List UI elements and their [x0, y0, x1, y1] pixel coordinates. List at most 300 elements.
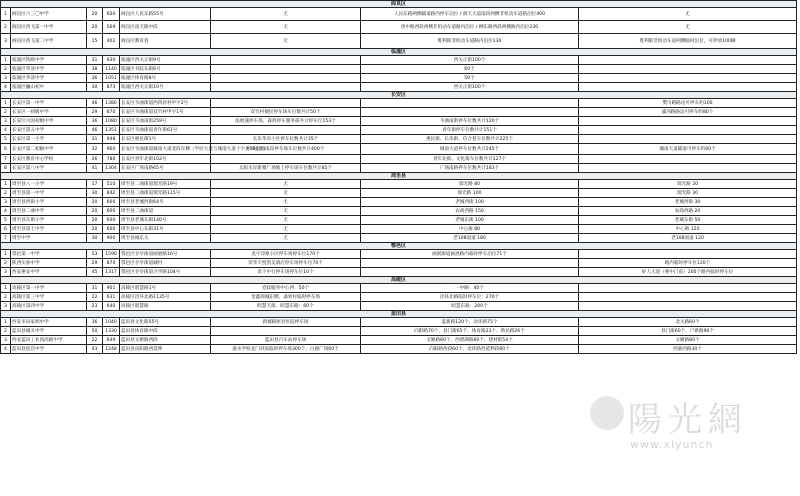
cell-p2: 农商西路 150 — [361, 207, 579, 216]
cell-p1: 龙宇印象小区停车场停车位170个 — [211, 250, 361, 259]
table-row — [1, 155, 797, 164]
cell-no: 7 — [1, 155, 11, 164]
cell-p1: 金鑫商城东侧、桑果村临时停车场 — [211, 293, 361, 302]
cell-addr: 蓝田县向阳路西延伸 — [120, 345, 211, 354]
cell-school: 西安惠安中学 — [11, 268, 87, 277]
cell-a: 41 — [87, 164, 103, 173]
table-row — [1, 180, 797, 189]
cell-b: 600 — [103, 216, 120, 225]
table-row — [1, 259, 797, 268]
cell-b: 510 — [103, 180, 120, 189]
cell-p1: 无 — [211, 180, 361, 189]
cell-p3 — [579, 284, 797, 293]
cell-school: 周至县二曲中学 — [11, 207, 87, 216]
cell-p3: 瑞光路 30 — [579, 189, 797, 198]
cell-no: 3 — [1, 198, 11, 207]
cell-addr: 高陵区泾环北路1135号 — [120, 293, 211, 302]
cell-addr: 临潼区西关正街9号 — [120, 56, 211, 65]
cell-p1: 滋水学校北门对面临时停车场300个、白鹿广场60个 — [211, 345, 361, 354]
cell-p3: 路内临时停车位120个 — [579, 259, 797, 268]
table-row — [1, 345, 797, 354]
cell-p3 — [579, 135, 797, 144]
table-row — [1, 21, 797, 34]
cell-no: 1 — [1, 56, 11, 65]
cell-school: 西安蓝田工业园高级中学 — [11, 336, 87, 345]
cell-school: 阎良区西飞第二中学 — [11, 34, 87, 49]
cell-p3: 城南大道辅道可停车约60个 — [579, 144, 797, 155]
cell-school: 鄠邑第一中学 — [11, 250, 87, 259]
cell-school: 西安市田家炳中学 — [11, 318, 87, 327]
cell-addr: 阎良区人民东路55号 — [120, 8, 211, 21]
cell-a: 38 — [87, 65, 103, 74]
cell-p3 — [579, 117, 797, 126]
table-row — [1, 234, 797, 243]
table-row — [1, 207, 797, 216]
cell-p1: 党政服务中心西：50个 — [211, 284, 361, 293]
cell-no: 5 — [1, 216, 11, 225]
cell-addr: 鄠邑区甘亭街道城村 — [120, 259, 211, 268]
cell-addr: 长安区韦曲街道城南大道北段东侧（学府大道与城南大道十字北100米） — [120, 144, 211, 155]
cell-p2: 瑞光路 80 — [361, 180, 579, 189]
table-row — [1, 164, 797, 173]
table-row — [1, 293, 797, 302]
cell-b: 1248 — [103, 345, 120, 354]
cell-addr: 鄠邑区甘亭街道画展路16号 — [120, 250, 211, 259]
cell-a: 26 — [87, 155, 103, 164]
cell-b: 960 — [103, 144, 120, 155]
cell-p1 — [211, 65, 361, 74]
cell-school: 长安区教育中心学校 — [11, 155, 87, 164]
cell-no: 6 — [1, 225, 11, 234]
cell-no: 7 — [1, 234, 11, 243]
cell-p3: 瑞光路 20 — [579, 180, 797, 189]
cell-p3: 老城东街 50 — [579, 216, 797, 225]
cell-school: 高陵区第三中学 — [11, 293, 87, 302]
cell-no: 3 — [1, 117, 11, 126]
district-name: 高陵区 — [1, 277, 797, 284]
cell-b: 842 — [103, 189, 120, 198]
cell-p1: 无 — [211, 189, 361, 198]
cell-a: 29 — [87, 108, 103, 117]
cell-school: 长安区第五中学 — [11, 126, 87, 135]
cell-p3: 樊川路路边可停车约100 — [579, 99, 797, 108]
cell-school: 周至县东街小学 — [11, 216, 87, 225]
cell-p1: 中央公园南段停车场车位数共计400个 — [211, 144, 361, 155]
cell-school: 陕西实验中学 — [11, 259, 87, 268]
cell-p3 — [579, 302, 797, 311]
cell-p1 — [211, 327, 361, 336]
cell-no: 3 — [1, 268, 11, 277]
cell-addr: 长安区韦曲街道双竹村甲字1号 — [120, 108, 211, 117]
cell-no: 8 — [1, 164, 11, 173]
cell-a: 30 — [87, 83, 103, 92]
cell-no: 3 — [1, 74, 11, 83]
cell-p3: 老城西街 30 — [579, 198, 797, 207]
district-name: 长安区 — [1, 92, 797, 99]
cell-p1: 昭慧天街、昭慧东路：60个 — [211, 302, 361, 311]
cell-a: 20 — [87, 198, 103, 207]
cell-p2 — [361, 99, 579, 108]
cell-p2: 文姬路80个、西泄湖路60个、建材街54个 — [361, 336, 579, 345]
cell-b: 402 — [103, 34, 120, 49]
cell-a: 15 — [87, 34, 103, 49]
cell-p3: 西寨西路30个 — [579, 345, 797, 354]
cell-p2: 人民东路两侧辅道路内停车泊位 / 润天大道南段两侧非机动车道路泊位400 — [361, 8, 579, 21]
cell-p2: 画展街道画展路内临时停车泊位71个 — [361, 250, 579, 259]
cell-a: 20 — [87, 8, 103, 21]
cell-a: 17 — [87, 180, 103, 189]
cell-p1: 余下中行停车场停车位10个 — [211, 268, 361, 277]
cell-no: 1 — [1, 250, 11, 259]
cell-no: 4 — [1, 207, 11, 216]
cell-a: 31 — [87, 56, 103, 65]
cell-b: 1317 — [103, 268, 120, 277]
cell-p2: 广场南路停车位数共计183个 — [361, 164, 579, 173]
cell-p1: 无 — [211, 198, 361, 207]
table-row — [1, 99, 797, 108]
cell-a: 36 — [87, 74, 103, 83]
cell-no: 4 — [1, 126, 11, 135]
district-header-row — [1, 311, 797, 318]
cell-b: 948 — [103, 135, 120, 144]
cell-school: 高陵区第四中学 — [11, 302, 87, 311]
cell-p3: 县门街60个、户新路90个 — [579, 327, 797, 336]
cell-addr: 阎良区教育巷 — [120, 34, 211, 49]
cell-addr: 周至县老城西街64号 — [120, 198, 211, 207]
watermark — [590, 392, 790, 452]
cell-p1 — [211, 83, 361, 92]
cell-no: 2 — [1, 21, 11, 34]
cell-a: 20 — [87, 207, 103, 216]
cell-p2 — [361, 268, 579, 277]
table-row — [1, 318, 797, 327]
cell-p2: 泾环北路临时停车位：270个 — [361, 293, 579, 302]
cell-school: 临潼区铁路中学 — [11, 56, 87, 65]
cell-p3 — [579, 293, 797, 302]
cell-b: 900 — [103, 234, 120, 243]
cell-b: 1330 — [103, 327, 120, 336]
table-row — [1, 225, 797, 234]
cell-b: 1040 — [103, 318, 120, 327]
cell-addr: 蓝田县体育路中段 — [120, 327, 211, 336]
cell-b: 780 — [103, 155, 120, 164]
cell-p3 — [579, 83, 797, 92]
cell-a: 20 — [87, 216, 103, 225]
table-row — [1, 284, 797, 293]
cell-p1: 新城路原县医院停车场 — [211, 318, 361, 327]
cell-no: 1 — [1, 99, 11, 108]
cell-p2: 城南大道停车位数共计245个 — [361, 144, 579, 155]
cell-a: 22 — [87, 293, 103, 302]
cell-p1: 长乐华府小区停车位数共计35个 — [211, 135, 361, 144]
cell-addr: 长安区韦曲街道西四府村甲字2号 — [120, 99, 211, 108]
cell-p2: 一中路：40个 — [361, 284, 579, 293]
cell-addr: 周至县老城东街140号 — [120, 216, 211, 225]
table-row — [1, 65, 797, 74]
cell-p1: 无 — [211, 216, 361, 225]
cell-b: 1351 — [103, 126, 120, 135]
cell-b: 640 — [103, 302, 120, 311]
cell-p2: 向阳路70个、县门街65个、体育路23个、新民路26个 — [361, 327, 579, 336]
cell-p2: 惠民街、长乐街、信合巷车位数共计225个 — [361, 135, 579, 144]
cell-a: 46 — [87, 126, 103, 135]
cell-p3 — [579, 164, 797, 173]
cell-addr: 临潼区西关正街10号 — [120, 83, 211, 92]
cell-p2 — [361, 108, 579, 117]
district-name: 鄠邑区 — [1, 243, 797, 250]
cell-p3 — [579, 250, 797, 259]
cell-school: 周至中学 — [11, 234, 87, 243]
cell-b: 1080 — [103, 117, 120, 126]
cell-p2: 瑞光路 100 — [361, 189, 579, 198]
cell-b: 600 — [103, 225, 120, 234]
cell-p3 — [579, 155, 797, 164]
cell-b: 870 — [103, 259, 120, 268]
cell-addr: 长安区广场南路65号 — [120, 164, 211, 173]
cell-p2: 西关正街100个 — [361, 56, 579, 65]
cell-b: 1304 — [103, 164, 120, 173]
cell-addr: 周至县二曲街道 — [120, 207, 211, 216]
cell-b: 930 — [103, 56, 120, 65]
cell-no: 1 — [1, 180, 11, 189]
district-header-row — [1, 92, 797, 99]
cell-no: 1 — [1, 8, 11, 21]
cell-p1: 泓展速停车场、森鸿停车服务部共计停车位153个 — [211, 117, 361, 126]
cell-p1 — [211, 74, 361, 83]
cell-addr: 长安区韦曲街道青年街61号 — [120, 126, 211, 135]
cell-no: 3 — [1, 302, 11, 311]
cell-p2: 蓝新路120个、北环路75个 — [361, 318, 579, 327]
watermark-brand: 陽光網 — [628, 400, 748, 440]
cell-p1 — [211, 99, 361, 108]
cell-a: 43 — [87, 345, 103, 354]
cell-a: 31 — [87, 135, 103, 144]
cell-a: 36 — [87, 318, 103, 327]
district-header-row — [1, 173, 797, 180]
cell-a: 30 — [87, 189, 103, 198]
cell-school: 蓝田县焦岱中学 — [11, 345, 87, 354]
cell-a: 20 — [87, 225, 103, 234]
cell-addr: 长安区惠民街1号 — [120, 135, 211, 144]
district-header-row — [1, 277, 797, 284]
table-row — [1, 144, 797, 155]
cell-b: 901 — [103, 284, 120, 293]
cell-p2: 老城西街 100 — [361, 198, 579, 207]
cell-school: 长安区第八中学 — [11, 164, 87, 173]
table-row — [1, 34, 797, 49]
cell-p2 — [361, 259, 579, 268]
cell-p1: 无 — [211, 8, 361, 21]
cell-addr: 长安区青年北街102号 — [120, 155, 211, 164]
cell-p3: 好人大道（惠中门前）200个路内临时停车位 — [579, 268, 797, 277]
cell-school: 阎良区西飞第一中学 — [11, 21, 87, 34]
cell-p2: 50个 — [361, 74, 579, 83]
table-row — [1, 198, 797, 207]
cell-school: 长安区第一小学 — [11, 135, 87, 144]
table-row — [1, 268, 797, 277]
cell-a: 29 — [87, 259, 103, 268]
cell-addr: 高陵区昭慧路1号 — [120, 284, 211, 293]
cell-no: 2 — [1, 327, 11, 336]
cell-p1: 太阳水岸新雅广场地上停车场车位数共计85个 — [211, 164, 361, 173]
cell-p2: 老108国道 180 — [361, 234, 579, 243]
district-header-row — [1, 49, 797, 56]
cell-addr: 鄠邑区甘亭街道兴学路104号 — [120, 268, 211, 277]
cell-p1 — [211, 126, 361, 135]
cell-school: 长安区第二初级中学 — [11, 144, 87, 155]
cell-p3: 潏河路路边可停车约80个 — [579, 108, 797, 117]
table-row — [1, 117, 797, 126]
cell-p1: 蓝田县汽车站停车场 — [211, 336, 361, 345]
cell-b: 600 — [103, 8, 120, 21]
cell-school: 高陵区第一中学 — [11, 284, 87, 293]
table-row — [1, 135, 797, 144]
district-header-row — [1, 1, 797, 8]
cell-b: 600 — [103, 198, 120, 207]
cell-school: 临潼区华清中学 — [11, 65, 87, 74]
cell-addr: 长安区韦曲南街259号 — [120, 117, 211, 126]
cell-school: 周至县西街小学 — [11, 198, 87, 207]
district-header-row — [1, 243, 797, 250]
cell-school: 蓝田县城关中学 — [11, 327, 87, 336]
table-row — [1, 8, 797, 21]
table-row — [1, 327, 797, 336]
table-row — [1, 74, 797, 83]
cell-addr: 周至县中心东街31号 — [120, 225, 211, 234]
cell-school: 周至县第七中学 — [11, 225, 87, 234]
district-name: 临潼区 — [1, 49, 797, 56]
cell-p2: 昭慧东路：200个 — [361, 302, 579, 311]
cell-no: 2 — [1, 189, 11, 198]
cell-b: 600 — [103, 207, 120, 216]
cell-p3 — [579, 126, 797, 135]
table-row — [1, 250, 797, 259]
cell-a: 23 — [87, 302, 103, 311]
cell-addr: 周至县二曲街道瑞光路115号 — [120, 189, 211, 198]
table-row — [1, 108, 797, 117]
cell-b: 569 — [103, 21, 120, 34]
cell-a: 31 — [87, 284, 103, 293]
cell-p1: 无 — [211, 34, 361, 49]
cell-b: 631 — [103, 293, 120, 302]
cell-p2: 胜利街非机动车道路内泊位130 — [361, 34, 579, 49]
cell-p3: 中心街 120 — [579, 225, 797, 234]
cell-p1: 荣华天悦凯美酒店停车场停车位70个 — [211, 259, 361, 268]
cell-b: 1140 — [103, 65, 120, 74]
cell-p1: 无 — [211, 234, 361, 243]
cell-no: 4 — [1, 345, 11, 354]
cell-addr: 蓝田县文姬路西段 — [120, 336, 211, 345]
cell-school: 长安区一初级中学 — [11, 108, 87, 117]
cell-a: 53 — [87, 250, 103, 259]
cell-school: 长安区兴国初级中学 — [11, 117, 87, 126]
cell-no: 6 — [1, 144, 11, 155]
cell-school: 长安区第一中学 — [11, 99, 87, 108]
cell-a: 36 — [87, 117, 103, 126]
cell-p3 — [579, 56, 797, 65]
cell-a: 45 — [87, 268, 103, 277]
cell-no: 2 — [1, 293, 11, 302]
cell-b: 870 — [103, 108, 120, 117]
cell-p2: 韦曲南街停车位数共计120个 — [361, 117, 579, 126]
cell-b: 1051 — [103, 74, 120, 83]
cell-p2: 老城东街 100 — [361, 216, 579, 225]
table-row — [1, 216, 797, 225]
cell-addr: 阎良区南天路中段 — [120, 21, 211, 34]
cell-p3: 胜利街非机动车道两侧临时泊位，可停放100辆 — [579, 34, 797, 49]
cell-school: 周至县八一小学 — [11, 180, 87, 189]
cell-no: 5 — [1, 135, 11, 144]
cell-a: 46 — [87, 99, 103, 108]
cell-p3: 文姬路80个 — [579, 336, 797, 345]
cell-b: 1590 — [103, 250, 120, 259]
cell-addr: 周至县二曲街道瑞光路19号 — [120, 180, 211, 189]
cell-addr: 高陵区昭慧路 — [120, 302, 211, 311]
cell-p3: 农商西路 20 — [579, 207, 797, 216]
cell-addr: 周至县城东关 — [120, 234, 211, 243]
cell-addr: 临潼区体育路8号 — [120, 74, 211, 83]
cell-p2: 向阳路西段60个、北环路西延伸段60个 — [361, 345, 579, 354]
cell-p3: 老108国道 120 — [579, 234, 797, 243]
district-name: 阎良区 — [1, 1, 797, 8]
cell-a: 32 — [87, 144, 103, 155]
cell-p1: 无 — [211, 225, 361, 234]
cell-p2: 中心街 80 — [361, 225, 579, 234]
cell-b: 1380 — [103, 99, 120, 108]
cell-no: 4 — [1, 83, 11, 92]
cell-school: 临潼区华清中学 — [11, 74, 87, 83]
cell-a: 50 — [87, 327, 103, 336]
cell-b: 649 — [103, 336, 120, 345]
cell-school: 周至县第一中学 — [11, 189, 87, 198]
cell-school: 阎良区六三〇中学 — [11, 8, 87, 21]
cell-b: 873 — [103, 83, 120, 92]
cell-p3: 无 — [579, 21, 797, 34]
cell-p1: 无 — [211, 207, 361, 216]
watermark-seal-icon — [590, 396, 624, 430]
table-row — [1, 336, 797, 345]
cell-a: 22 — [87, 336, 103, 345]
cell-p2: 青年北街、文化街车位数共计127个 — [361, 155, 579, 164]
cell-p1: 无 — [211, 21, 361, 34]
cell-p3: 北关路60个 — [579, 318, 797, 327]
cell-p3: 无 — [579, 8, 797, 21]
cell-a: 30 — [87, 234, 103, 243]
cell-a: 20 — [87, 21, 103, 34]
cell-p2: 青年街停车位数共计151个 — [361, 126, 579, 135]
cell-school: 临潼区骊山初中 — [11, 83, 87, 92]
cell-p3 — [579, 74, 797, 83]
district-name: 周至县 — [1, 173, 797, 180]
watermark-url: www.xiyuncn — [630, 438, 714, 451]
cell-p2: 傍中路西段两侧非机动车道路内泊位 / 柳东路西段两侧路内泊位230 — [361, 21, 579, 34]
cell-p1: 双竹村便民停车场车位数共计50个 — [211, 108, 361, 117]
cell-no: 3 — [1, 336, 11, 345]
cell-no: 3 — [1, 34, 11, 49]
cell-no: 2 — [1, 259, 11, 268]
district-name: 蓝田县 — [1, 311, 797, 318]
cell-no: 2 — [1, 65, 11, 74]
cell-p1 — [211, 56, 361, 65]
cell-no: 2 — [1, 108, 11, 117]
cell-p2: 西关正街100个 — [361, 83, 579, 92]
cell-no: 1 — [1, 318, 11, 327]
table-body — [1, 1, 797, 354]
cell-no: 1 — [1, 284, 11, 293]
table-row — [1, 189, 797, 198]
cell-p1 — [211, 155, 361, 164]
table-row — [1, 302, 797, 311]
